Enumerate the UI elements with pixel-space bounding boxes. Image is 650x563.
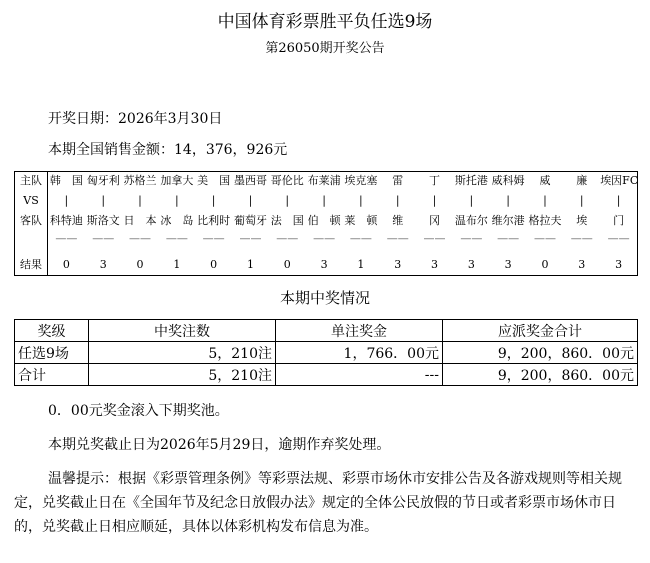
vs-mark: | [138,194,142,207]
prize-total-cell: 9，200，860．00元 [443,342,638,364]
prize-header-level: 奖级 [15,320,89,342]
match-column [379,172,416,275]
dash-mark: —— [313,232,336,245]
match-result: 0 [541,258,549,271]
match-result: 3 [394,258,402,271]
match-result: 1 [246,258,254,271]
dash-mark: —— [607,232,630,245]
result-row-label: 结果 [20,258,42,271]
away-team-name: 科特迪 [49,214,83,227]
home-team-name: 埃克塞 [344,174,378,187]
away-team-name: 葡萄牙 [233,214,267,227]
match-result: 3 [615,258,623,271]
dash-mark: —— [460,232,483,245]
home-team-name: 丁 [429,174,441,187]
home-team-name: 加拿大 [160,174,194,187]
away-team-name: 冈 [429,214,441,227]
match-result: 0 [136,258,144,271]
match-result: 1 [357,258,365,271]
match-column [85,172,122,275]
match-column [232,172,269,275]
prize-count-cell: 5，210注 [89,342,276,364]
home-team-name: 匈牙利 [86,174,120,187]
away-team-name: 莱 顿 [344,214,378,227]
match-column [527,172,564,275]
match-result: 3 [431,258,439,271]
prize-total-cell: 9，200，860．00元 [443,364,638,386]
away-team-name: 维尔港 [491,214,525,227]
vs-mark: | [322,194,326,207]
home-team-name: 韩 国 [49,174,83,187]
home-team-name: 威 [539,174,551,187]
vs-mark: | [432,194,437,207]
vs-row-label: VS [23,194,39,207]
match-column [269,172,306,275]
match-result: 0 [62,258,70,271]
match-results-table [14,171,638,276]
vs-mark: | [395,194,400,207]
match-column [600,172,637,275]
away-team-name: 维 [392,214,404,227]
match-column [158,172,195,275]
prize-level-cell: 任选9场 [15,342,89,364]
prize-section-title: 本期中奖情况 [279,289,370,307]
deadline-note: 本期兑奖截止日为2026年5月29日，逾期作弃奖处理。 [48,437,391,453]
dash-mark: —— [239,232,262,245]
dash-mark: —— [276,232,299,245]
match-column [416,172,453,275]
home-row-label: 主队 [20,174,42,187]
reminder-note: 温馨提示：根据《彩票管理条例》等彩票法规、彩票市场休市安排公告及各游戏规则等相关规定，兑奖截止日在《全国年节及纪念日放假办法》规定的全体公民放假的节日或者彩票市场休市日的，兑奖截止日相应顺延，具体以体彩机构发布信息为准。 [14,471,622,535]
home-team-name: 哥伦比 [270,174,304,187]
home-team-name: 斯托港 [454,174,488,187]
dash-mark: —— [92,232,115,245]
vs-mark: | [579,194,584,207]
match-column [195,172,232,275]
away-team-name: 温布尔 [454,214,488,227]
vs-mark: | [469,194,474,207]
prize-header-total: 应派奖金合计 [443,320,638,342]
prize-header-row [15,320,638,342]
vs-mark: | [616,194,621,207]
home-team-name: 美 国 [197,174,231,187]
prize-unit-cell: --- [276,364,443,386]
home-team-name: 埃因FC [600,174,639,187]
prize-count-cell: 5，210注 [89,364,276,386]
match-result: 3 [99,258,107,271]
away-row-label: 客队 [20,214,42,227]
dash-mark: —— [349,232,372,245]
away-team-name: 门 [613,214,625,227]
match-column [306,172,343,275]
away-team-name: 冰 岛 [160,214,194,227]
match-result: 1 [173,258,181,271]
dash-mark: —— [55,232,78,245]
home-team-name: 墨西哥 [233,174,267,187]
vs-mark: | [174,194,179,207]
match-result: 0 [210,258,218,271]
match-result: 3 [578,258,586,271]
prize-total-row [15,364,638,386]
vs-mark: | [543,194,547,207]
home-team-name: 威科姆 [491,174,525,187]
away-team-name: 比利时 [197,214,231,227]
match-column [122,172,159,275]
vs-mark: | [101,194,106,207]
match-result: 0 [283,258,291,271]
dash-mark: —— [497,232,520,245]
issue-subtitle: 第26050期开奖公告 [265,41,385,56]
dash-mark: —— [202,232,225,245]
vs-mark: | [359,194,363,207]
match-row-labels [15,172,48,275]
vs-mark: | [64,194,69,207]
rollover-note: 0．00元奖金滚入下期奖池。 [48,403,229,419]
away-team-name: 格拉夫 [528,214,562,227]
home-team-name: 布莱浦 [307,174,341,187]
dash-mark: —— [533,232,556,245]
away-team-name: 伯 顿 [307,214,341,227]
draw-date: 开奖日期：2026年3月30日 [48,111,223,127]
away-team-name: 日 本 [123,214,157,227]
match-result: 3 [467,258,475,271]
away-team-name: 埃 [576,214,588,227]
home-team-name: 廉 [576,174,588,187]
sales-amount: 本期全国销售金额：14，376，926元 [48,142,288,158]
vs-mark: | [248,194,253,207]
dash-mark: —— [165,232,188,245]
dash-mark: —— [423,232,446,245]
match-column [453,172,490,275]
prize-header-unit: 单注奖金 [276,320,443,342]
match-column [490,172,527,275]
home-team-name: 苏格兰 [123,174,157,187]
home-team-name: 雷 [392,174,404,187]
away-team-name: 斯洛文 [86,214,120,227]
vs-mark: | [506,194,511,207]
match-column [48,172,85,275]
vs-mark: | [285,194,290,207]
match-column [343,172,380,275]
away-team-name: 法 国 [270,214,304,227]
vs-mark: | [211,194,216,207]
page-title: 中国体育彩票胜平负任选9场 [217,12,433,32]
match-column [563,172,600,275]
prize-table [14,319,638,386]
prize-row [15,342,638,364]
prize-level-cell: 合计 [15,364,89,386]
prize-header-count: 中奖注数 [89,320,276,342]
match-result: 3 [504,258,512,271]
dash-mark: —— [570,232,593,245]
dash-mark: —— [129,232,152,245]
match-result: 3 [320,258,328,271]
prize-unit-cell: 1，766．00元 [276,342,443,364]
dash-mark: —— [386,232,409,245]
